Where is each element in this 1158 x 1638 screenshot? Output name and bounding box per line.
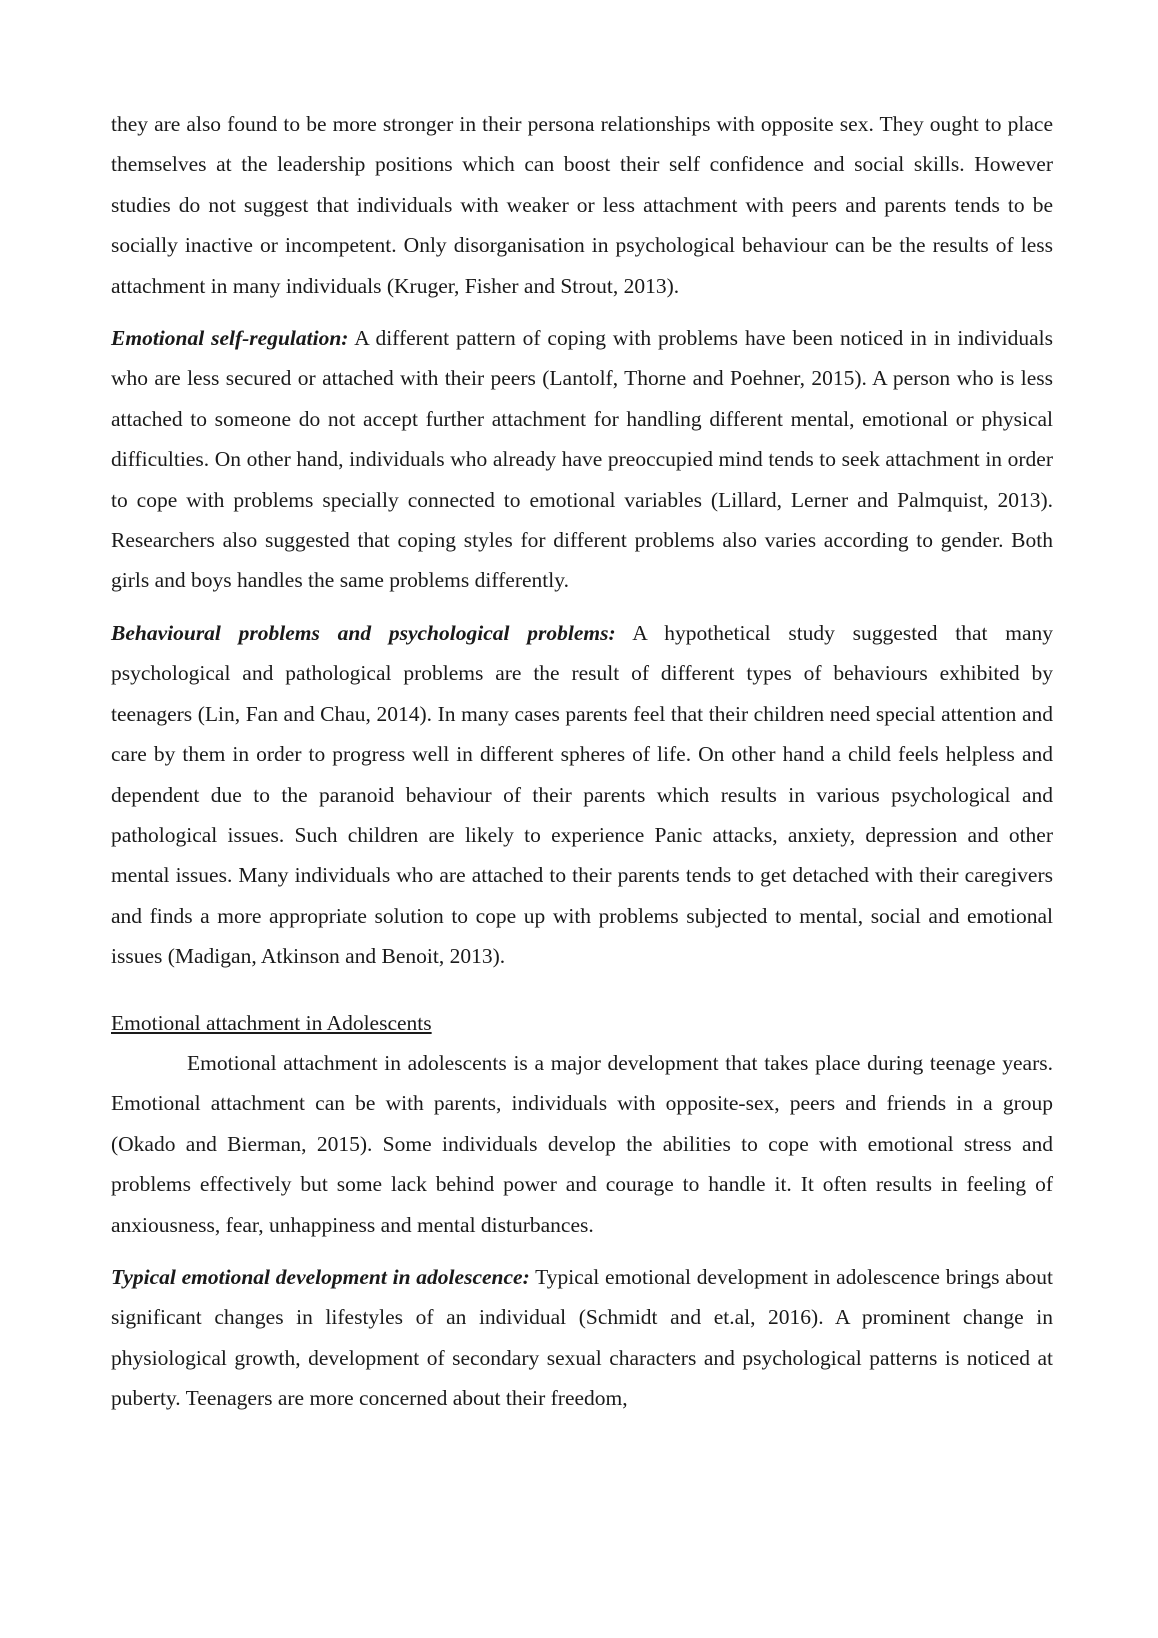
paragraph-lead-heading: Emotional self-regulation: xyxy=(111,326,349,351)
paragraph-text: A different pattern of coping with problems have been noticed in in individuals who are less secured or attached with their peers (Lantolf, Thorne and Poehner, 2015). A person who is less attached to someone do not accept further attachment for handling different mental, emotional or physical difficulties. On other hand, individuals who already have preoccupied mind tends to seek attachment in order to cope with problems specially connected to emotional variables (Lillard, Lerner and Palmquist, 2013). Researchers also suggested that coping styles for different problems also varies according to gender. Both girls and boys handles the same problems differently. xyxy=(111,326,1053,593)
paragraph-emotional-self-regulation xyxy=(111,318,1053,601)
document-page xyxy=(111,104,1053,1431)
paragraph-text: Emotional attachment in adolescents is a major development that takes place during teenage years. Emotional attachment can be with parents, individuals with opposite-sex, peers and friends in a group (Okado and Bierman, 2015). Some individuals develop the abilities to cope with emotional stress and problems effectively but some lack behind power and courage to handle it. It often results in feeling of anxiousness, fear, unhappiness and mental disturbances. xyxy=(111,1050,1053,1237)
section-heading: Emotional attachment in Adolescents xyxy=(111,1010,432,1035)
paragraph-text: they are also found to be more stronger in their persona relationships with opposite sex. They ought to place themselves at the leadership positions which can boost their self confidence and social skills. However studies do not suggest that individuals with weaker or less attachment with peers and parents tends to be socially inactive or incompetent. Only disorganisation in psychological behaviour can be the results of less attachment in many individuals (Kruger, Fisher and Strout, 2013). xyxy=(111,112,1053,298)
paragraph-lead-heading: Typical emotional development in adolescence: xyxy=(111,1264,530,1289)
paragraph-typical-emotional-development xyxy=(111,1257,1053,1419)
paragraph-emotional-attachment xyxy=(111,1043,1053,1245)
paragraph-behavioural-problems xyxy=(111,613,1053,977)
paragraph-attachment-peers xyxy=(111,104,1053,306)
paragraph-text: A hypothetical study suggested that many psychological and pathological problems are the result of different types of behaviours exhibited by teenagers (Lin, Fan and Chau, 2014). In many cases parents feel that their children need special attention and care by them in order to progress well in different spheres of life. On other hand a child feels helpless and dependent due to the paranoid behaviour of their parents which results in various psychological and pathological issues. Such children are likely to experience Panic attacks, anxiety, depression and other mental issues. Many individuals who are attached to their parents tends to get detached with their caregivers and finds a more appropriate solution to cope up with problems subjected to mental, social and emotional issues (Madigan, Atkinson and Benoit, 2013). xyxy=(111,620,1053,969)
paragraph-lead-heading: Behavioural problems and psychological problems: xyxy=(111,620,616,645)
paragraph-text: Typical emotional development in adolescence brings about significant changes in lifestyles of an individual (Schmidt and et.al, 2016). A prominent change in physiological growth, development of secondary sexual characters and psychological patterns is noticed at puberty. Teenagers are more concerned about their freedom, xyxy=(111,1264,1053,1411)
